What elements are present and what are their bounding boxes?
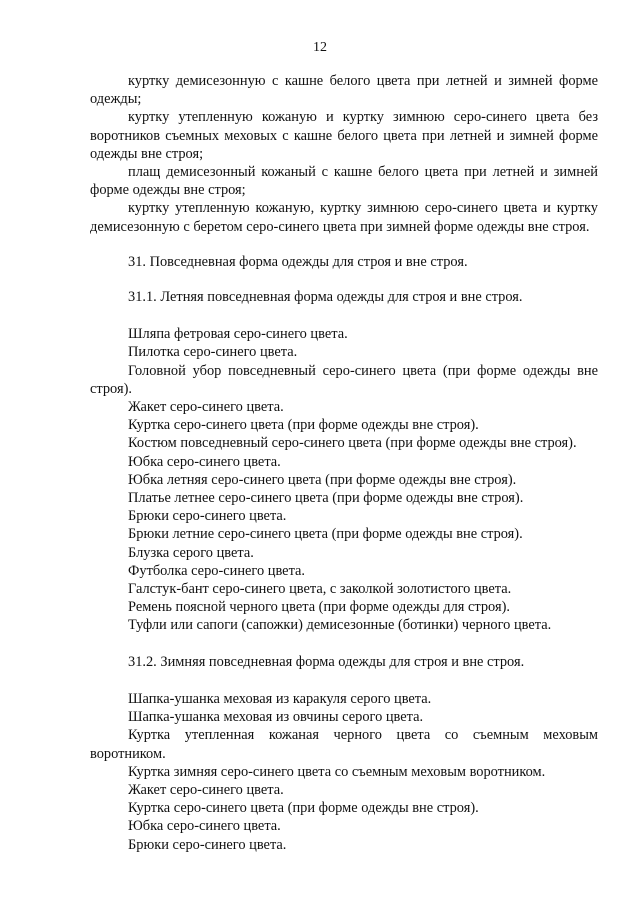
list-item: Пилотка серо-синего цвета.	[128, 344, 298, 361]
list-item: Жакет серо-синего цвета.	[128, 399, 284, 416]
list-item: Головной убор повседневный серо-синего цвета (при форме одежды вне строя).	[90, 362, 598, 397]
list-item: Костюм повседневный серо-синего цвета (при форме одежды вне строя).	[128, 435, 577, 452]
section-31-2-heading: 31.2. Зимняя повседневная форма одежды для строя и вне строя.	[128, 653, 525, 670]
list-item: Шляпа фетровая серо-синего цвета.	[128, 326, 348, 343]
section-31-heading: 31. Повседневная форма одежды для строя и вне строя.	[128, 253, 468, 270]
list-item: Брюки летние серо-синего цвета (при форме одежды вне строя).	[128, 526, 523, 543]
intro-item: плащ демисезонный кожаный с кашне белого цвета при летней и зимней форме одежды вне строя;	[90, 164, 598, 199]
list-item: Брюки серо-синего цвета.	[128, 836, 287, 853]
list-item: Юбка серо-синего цвета.	[128, 453, 281, 470]
section-31-1-heading: 31.1. Летняя повседневная форма одежды для строя и вне строя.	[128, 289, 523, 306]
list-item: Шапка-ушанка меховая из овчины серого цвета.	[128, 709, 424, 726]
list-item: Шапка-ушанка меховая из каракуля серого цвета.	[128, 690, 432, 707]
list-item: Куртка серо-синего цвета (при форме одежды вне строя).	[128, 417, 479, 434]
intro-item: куртку демисезонную с кашне белого цвета при летней и зимней форме одежды;	[90, 73, 598, 108]
list-item: Блузка серого цвета.	[128, 544, 254, 561]
list-item: Галстук-бант серо-синего цвета, с заколкой золотистого цвета.	[128, 581, 512, 598]
list-item: Жакет серо-синего цвета.	[128, 781, 284, 798]
list-item: Юбка серо-синего цвета.	[128, 818, 281, 835]
document-body	[90, 72, 598, 854]
list-item: Куртка серо-синего цвета (при форме одежды вне строя).	[128, 800, 479, 817]
list-item: Куртка зимняя серо-синего цвета со съемным меховым воротником.	[128, 763, 546, 780]
list-item: Юбка летняя серо-синего цвета (при форме одежды вне строя).	[128, 471, 517, 488]
intro-item: куртку утепленную кожаную, куртку зимнюю серо-синего цвета и куртку демисезонную с беретом серо-синего цвета при зимней форме одежды вне строя.	[90, 200, 598, 235]
list-item: Брюки серо-синего цвета.	[128, 508, 287, 525]
list-item: Куртка утепленная кожаная черного цвета со съемным меховым воротником.	[90, 727, 598, 762]
list-item: Футболка серо-синего цвета.	[128, 562, 306, 579]
page-number: 12	[313, 40, 327, 55]
list-item: Ремень поясной черного цвета (при форме одежды для строя).	[128, 599, 510, 616]
list-item: Туфли или сапоги (сапожки) демисезонные (ботинки) черного цвета.	[128, 617, 552, 634]
list-item: Платье летнее серо-синего цвета (при форме одежды вне строя).	[128, 490, 524, 507]
intro-item: куртку утепленную кожаную и куртку зимнюю серо-синего цвета без воротников съемных меховых с кашне белого цвета при летней и зимней форме одежды вне строя;	[90, 109, 598, 162]
